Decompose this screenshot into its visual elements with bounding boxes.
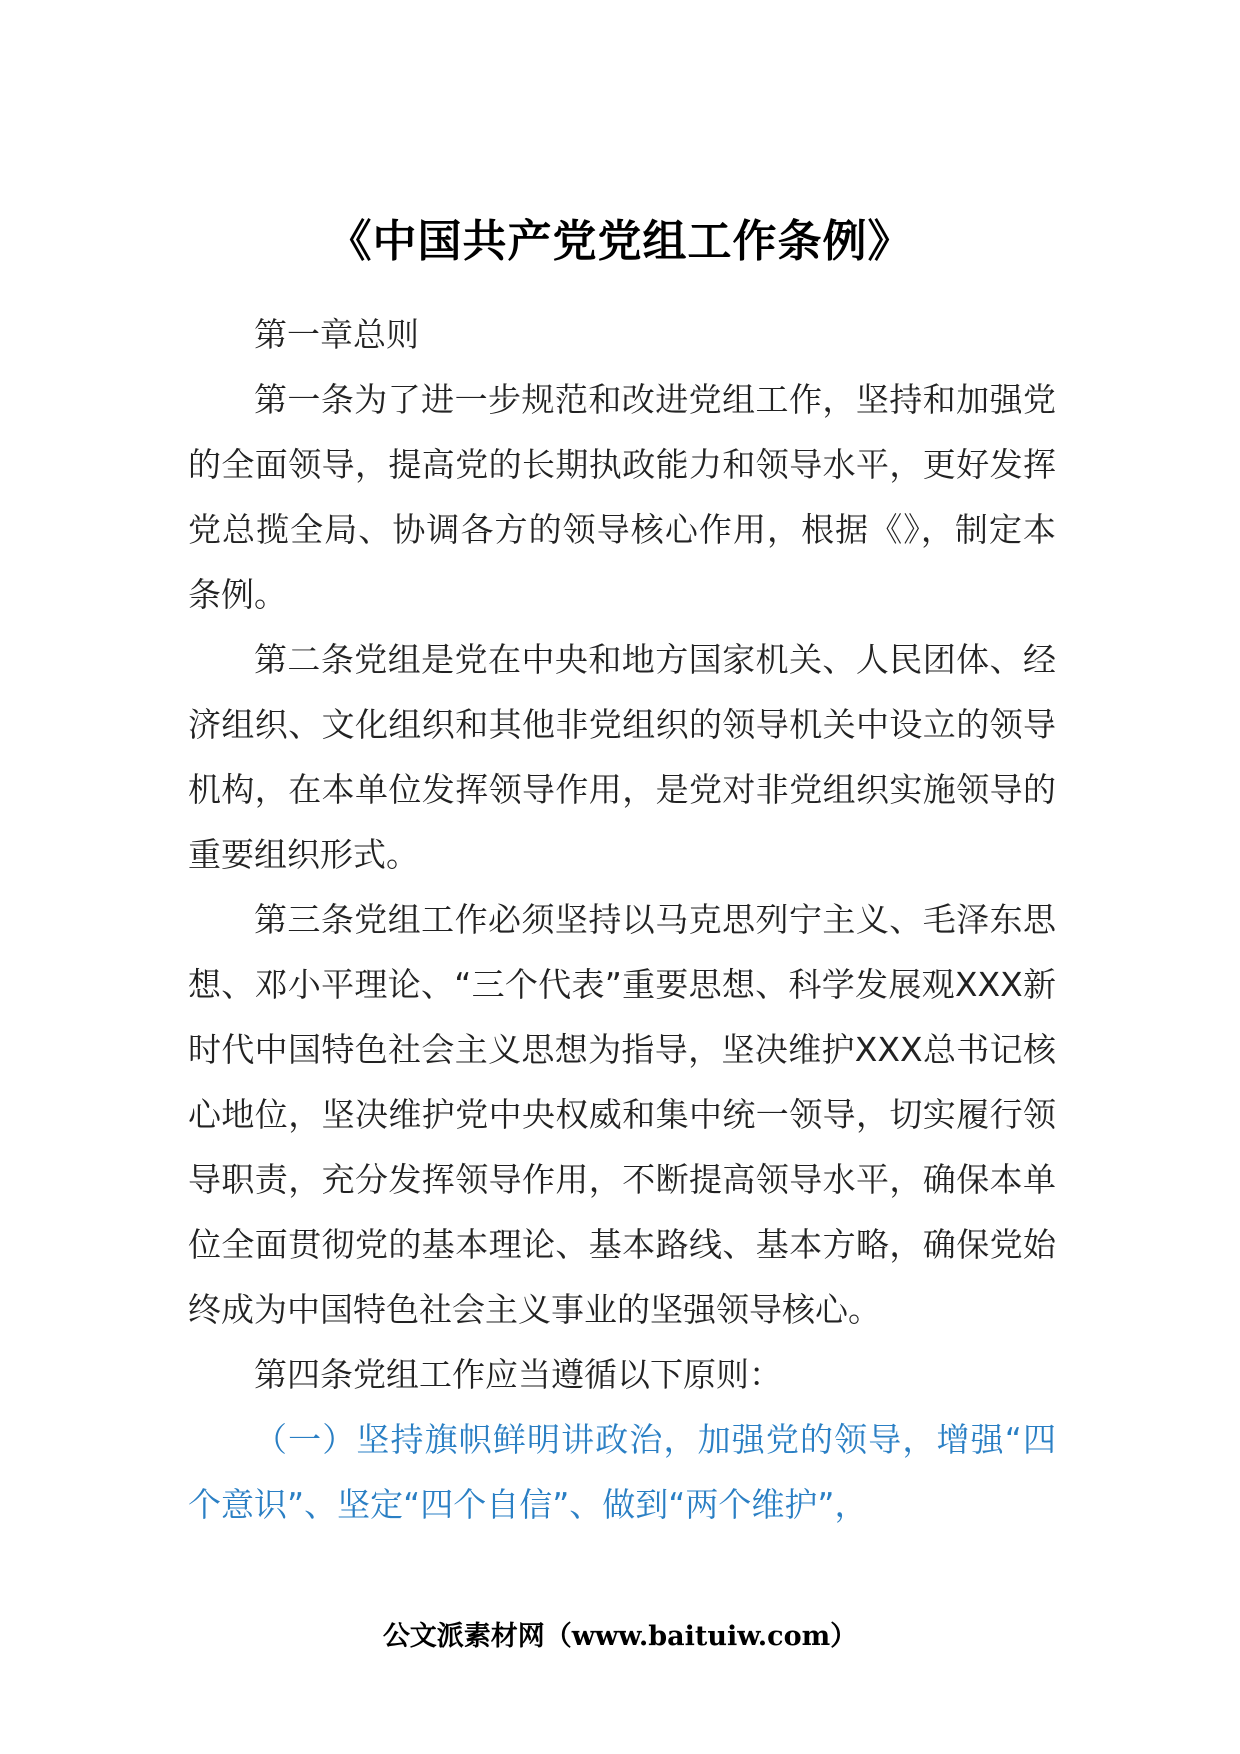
article-4-paragraph: 第四条党组工作应当遵循以下原则： <box>254 1355 782 1394</box>
principle-1-paragraph: （一）坚持旗帜鲜明讲政治，加强党的领导，增强“四个意识”、坚定“四个自信”、做到“两个维护”， <box>188 1420 1056 1524</box>
article-2-paragraph: 第二条党组是党在中央和地方国家机关、人民团体、经济组织、文化组织和其他非党组织的领导机关中设立的领导机构，在本单位发挥领导作用，是党对非党组织实施领导的重要组织形式。 <box>188 640 1056 874</box>
document-body <box>188 302 1056 1537</box>
footer-source: 公文派素材网（www.baituiw.com） <box>382 1621 858 1652</box>
article-3-paragraph: 第三条党组工作必须坚持以马克思列宁主义、毛泽东思想、邓小平理论、“三个代表”重要思想、科学发展观XXX新时代中国特色社会主义思想为指导，坚决维护XXX总书记核心地位，坚决维护党中央权威和集中统一领导，切实履行领导职责，充分发挥领导作用，不断提高领导水平，确保本单位全面贯彻党的基本理论、基本路线、基本方略，确保党始终成为中国特色社会主义事业的坚强领导核心。 <box>188 900 1056 1329</box>
chapter-heading: 第一章总则 <box>254 315 419 354</box>
article-1-paragraph: 第一条为了进一步规范和改进党组工作，坚持和加强党的全面领导，提高党的长期执政能力和领导水平，更好发挥党总揽全局、协调各方的领导核心作用，根据《》，制定本条例。 <box>188 380 1056 614</box>
document-title: 《中国共产党党组工作条例》 <box>327 216 913 267</box>
